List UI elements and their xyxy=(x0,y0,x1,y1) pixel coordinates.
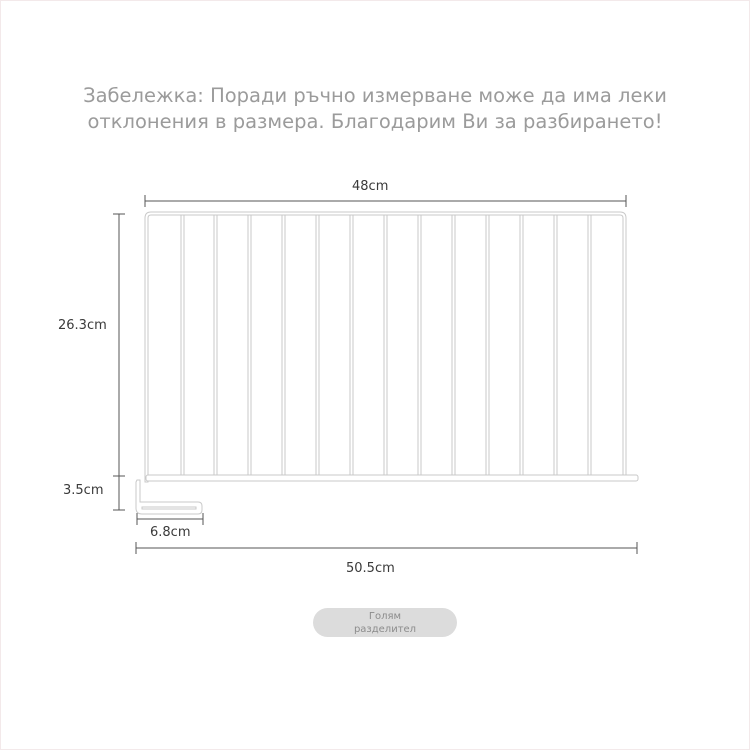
dimension-line-50-5cm xyxy=(136,542,637,554)
vertical-wires xyxy=(181,214,591,477)
wire-divider xyxy=(136,212,638,514)
vertical-wire xyxy=(350,214,353,477)
vertical-wire xyxy=(384,214,387,477)
vertical-wire xyxy=(248,214,251,477)
product-size-line-1: Голям xyxy=(368,611,402,622)
vertical-wire xyxy=(282,214,285,477)
dimension-line-26-3cm xyxy=(113,214,125,476)
hook xyxy=(136,480,202,514)
vertical-wire xyxy=(554,214,557,477)
vertical-wire xyxy=(214,214,217,477)
note-line-2: отклонения в размера. Благодарим Ви за разбирането! xyxy=(87,110,663,133)
vertical-wire xyxy=(316,214,319,477)
dimension-line-48cm xyxy=(145,195,626,207)
product-size-button[interactable] xyxy=(313,608,457,637)
vertical-wire xyxy=(418,214,421,477)
product-size-line-2: разделител xyxy=(353,624,417,635)
note-line-1: Забележка: Поради ръчно измерване може да има леки xyxy=(83,84,667,107)
dimension-line-3-5cm xyxy=(113,476,125,510)
dimension-label-hook-depth: 6.8cm xyxy=(150,525,191,540)
bottom-base-bar xyxy=(146,475,638,481)
dimension-line-6-8cm xyxy=(137,513,203,525)
vertical-wire xyxy=(181,214,184,477)
vertical-wire xyxy=(520,214,523,477)
vertical-wire xyxy=(452,214,455,477)
dimension-label-height-main: 26.3cm xyxy=(58,318,107,333)
dimension-label-height-hook: 3.5cm xyxy=(63,483,104,498)
vertical-wire xyxy=(588,214,591,477)
vertical-wire xyxy=(486,214,489,477)
dimension-label-width-total: 50.5cm xyxy=(346,561,395,576)
dimension-label-width-top: 48cm xyxy=(352,179,389,194)
